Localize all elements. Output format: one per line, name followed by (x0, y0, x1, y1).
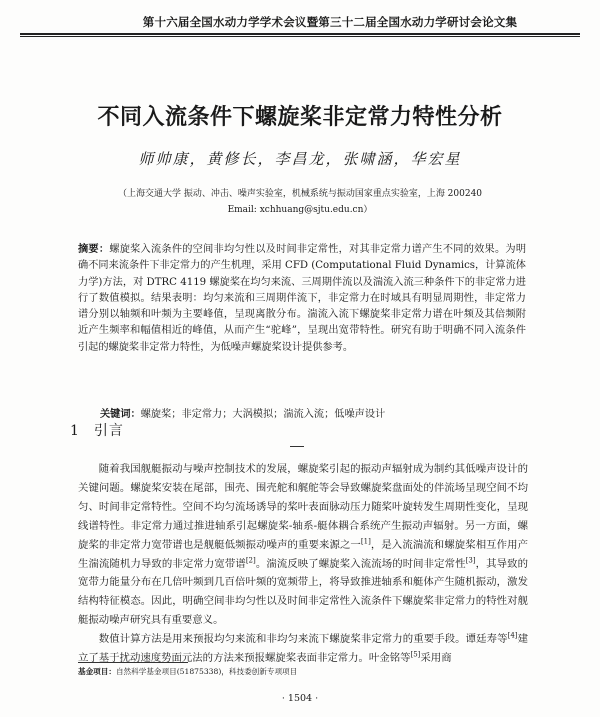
affiliation-email: Email: xchhuang@sjtu.edu.cn） (227, 205, 373, 215)
header-rule-thin (20, 36, 580, 37)
section-number: 1 (70, 423, 80, 439)
text-run: 随着我国舰艇振动与噪声控制技术的发展，螺旋桨引起的振动声辐射成为制约其低噪声设计的关键问题。螺旋桨安装在尾部，围壳、围壳舵和艉舵等会导致螺旋桨盘面处的伴流场呈现空间不均匀、时间非定常特性。空间不均匀流场诱导的桨叶表面脉动压力随桨叶旋转发生周期性变化，呈现线谱特性。非定常力通过推进轴系引起螺旋桨-轴系-艇体耦合系统产生振动声辐射。另一方面，螺旋桨的非定常力宽带谱也是舰艇低频振动噪声的重要来源之一 (78, 463, 528, 551)
authors: 师帅康，黄修长，李昌龙，张啸涵，华宏星 (138, 150, 462, 168)
footnote-label: 基金项目： (78, 667, 116, 676)
footnote-rule (78, 662, 188, 663)
section-heading (70, 420, 124, 440)
citation: [2] (245, 556, 256, 565)
affiliation-line: （上海交通大学 振动、冲击、噪声实验室，机械系统与振动国家重点实验室，上海 200240 (117, 189, 483, 199)
footnote-text: 自然科学基金项目(51875338)，科技委创新专项项目 (115, 667, 298, 676)
paragraph (78, 460, 528, 630)
abstract (78, 242, 526, 356)
text-run: 数值计算方法是用来预报均匀来流和非均匀来流下螺旋桨非定常力的重要手段。谭廷寿等 (98, 633, 508, 646)
divider-dash (290, 446, 304, 447)
citation: [4] (507, 631, 518, 640)
keywords (100, 405, 540, 420)
paper-title: 不同入流条件下螺旋桨非定常力特性分析 (97, 105, 503, 130)
citation: [3] (465, 556, 476, 565)
text-run: ，是入流湍流和螺旋桨相互作用产生湍流随机力导致的非定常力宽带谱 (78, 538, 528, 570)
abstract-label: 摘要： (78, 244, 110, 255)
keywords-label: 关键词： (100, 409, 141, 420)
text-run: ，其导致的宽带力能量分布在几倍叶频到几百倍叶频的宽频带上，将导致推进轴系和艇体产生随机振动，激发结构特征模态。因此，明确空间非均匀性以及时间非定常性入流条件下螺旋桨非定常力的特性对舰艇振动噪声研究具有重要意义。 (78, 557, 529, 627)
section-title: 引言 (93, 423, 124, 439)
footnote (78, 666, 528, 677)
running-header: 第十六届全国水动力学学术会议暨第三十二届全国水动力学研讨会论文集 (142, 15, 518, 29)
affiliation (0, 186, 600, 218)
header-rule (20, 33, 580, 35)
citation: [5] (410, 650, 421, 659)
text-run: 建立了基于扰动速度势面元法的方法来预报螺旋桨表面非定常力。叶金铭等 (78, 633, 528, 665)
page-number: · 1504 · (281, 693, 319, 704)
text-run: 。湍流反映了螺旋桨入流流场的时间非定常性 (255, 557, 466, 570)
citation: [1] (360, 537, 371, 546)
keywords-text: 螺旋桨；非定常力；大涡模拟；湍流入流；低噪声设计 (140, 409, 386, 420)
abstract-text: 螺旋桨入流条件的空间非均匀性以及时间非定常性，对其非定常力谱产生不同的效果。为明确不同来流条件下非定常力的产生机理，采用 CFD (Computational Fluid Dynamics，计算流体力学)方法，对 DTRC 4119 螺旋桨在均匀来流、三周期伴流以及湍流入流三种条件下的非定常力进行了数值模拟。结果表明：均匀来流和三周期伴流下，非定常力在时域具有明显周期性，非定常力谱分别以轴频和叶频为主要峰值，呈现离散分布。湍流入流下螺旋桨非定常力谱在叶频及其倍频附近产生频率和幅值相近的峰值，从而产生“驼峰”，呈现出宽带特性。研究有助于明确不同入流条件引起的螺旋桨非定常力特性，为低噪声螺旋桨设计提供参考。 (78, 244, 527, 353)
body-text (78, 460, 528, 668)
text-run: 采用商 (420, 652, 452, 665)
